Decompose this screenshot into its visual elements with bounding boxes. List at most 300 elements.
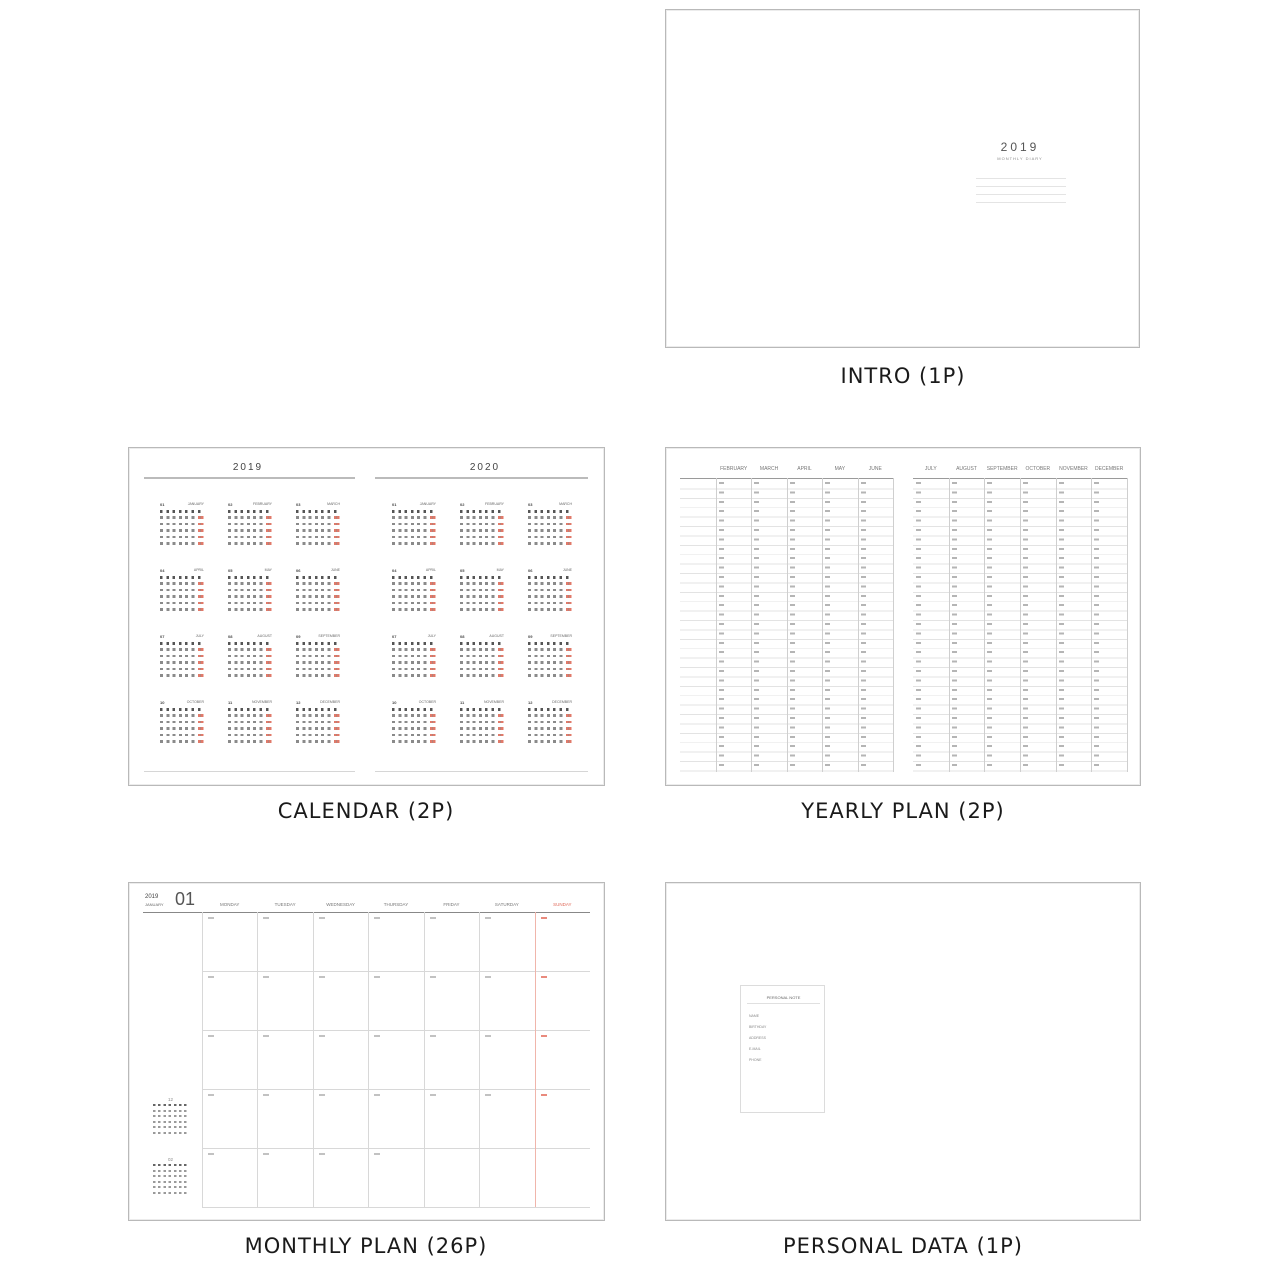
mini-month-name: MARCH (559, 502, 572, 506)
mini-month-week-row (528, 661, 572, 664)
mini-month-week-row (460, 542, 504, 545)
yearly-month-header: MARCH (759, 466, 779, 472)
mini-month-number: 12 (528, 700, 533, 705)
personal-note-rule (747, 1003, 820, 1004)
mini-month-number: 06 (296, 568, 301, 573)
mini-month-week-row (528, 721, 572, 724)
monthly-weekday-header: FRIDAY (443, 902, 460, 907)
mini-month-week-row (160, 542, 204, 545)
mini-month-week-row (392, 589, 436, 592)
mini-month-week-row (296, 674, 340, 677)
mini-month-week-row (392, 674, 436, 677)
calendar-rule (375, 771, 588, 772)
mini-month-week-row (228, 608, 272, 611)
monthly-day-marker (263, 1153, 269, 1155)
mini-month-weekdays (228, 576, 272, 579)
yearly-day-numbers (1023, 482, 1028, 768)
mini-month (296, 502, 340, 552)
mini-month-week-row (296, 582, 340, 585)
mini-month-week-row (528, 674, 572, 677)
mini-month-week-row (528, 714, 572, 717)
intro-year: 2019 (1000, 140, 1040, 154)
mini-month-week-row (228, 721, 272, 724)
yearly-month-header: MAY (834, 466, 846, 472)
monthly-day-marker (541, 1094, 547, 1096)
mini-month-week-row (528, 655, 572, 658)
mini-month-week-row (528, 529, 572, 532)
mini-month-week-row (228, 668, 272, 671)
mini-month-weekdays (392, 708, 436, 711)
mini-month-week-row (460, 523, 504, 526)
yearly-day-numbers (790, 482, 795, 768)
mini-month-name: MARCH (327, 502, 340, 506)
mini-month-week-row (160, 721, 204, 724)
yearly-column-line (1056, 478, 1057, 772)
mini-month-week-row (392, 529, 436, 532)
monthly-day-marker (319, 1035, 325, 1037)
mini-month (296, 634, 340, 684)
monthly-day-marker (374, 1035, 380, 1037)
mini-month-week-row (460, 529, 504, 532)
yearly-day-numbers (1059, 482, 1064, 768)
monthly-day-marker (208, 1094, 214, 1096)
yearly-day-numbers (861, 482, 866, 768)
mini-month-week-row (528, 668, 572, 671)
monthly-day-marker (430, 1094, 436, 1096)
intro-subtitle: MONTHLY DIARY (997, 156, 1043, 161)
mini-month-name: NOVEMBER (483, 700, 504, 704)
mini-month-number: 01 (160, 502, 165, 507)
mini-month-week-row (160, 674, 204, 677)
mini-month-weekdays (460, 510, 504, 513)
mini-month-week-row (160, 727, 204, 730)
mini-month-week-row (460, 721, 504, 724)
mini-month (296, 568, 340, 618)
mini-month-name: DECEMBER (552, 700, 572, 704)
mini-month-number: 09 (528, 634, 533, 639)
monthly-row-line (202, 1207, 590, 1208)
mini-month (228, 700, 272, 750)
mini-month-week-row (296, 529, 340, 532)
monthly-day-marker (430, 917, 436, 919)
mini-month-week-row (460, 608, 504, 611)
monthly-day-marker (485, 976, 491, 978)
mini-month-week-row (160, 734, 204, 737)
mini-month-week-row (228, 661, 272, 664)
monthly-day-marker (541, 1035, 547, 1037)
yearly-column-line (858, 478, 859, 772)
mini-month-week-row (296, 668, 340, 671)
mini-month-week-row (528, 608, 572, 611)
mini-calendar-row (153, 1132, 189, 1134)
yearly-month-header: OCTOBER (1025, 466, 1051, 472)
mini-month-number: 09 (296, 634, 301, 639)
monthly-month-name: JANUARY (145, 902, 164, 907)
mini-month-week-row (460, 727, 504, 730)
monthly-day-marker (541, 917, 547, 919)
monthly-day-marker (263, 917, 269, 919)
mini-month-weekdays (528, 510, 572, 513)
mini-month-number: 07 (392, 634, 397, 639)
mini-month-weekdays (296, 708, 340, 711)
mini-month-week-row (296, 721, 340, 724)
mini-month (528, 634, 572, 684)
mini-month-name: APRIL (193, 568, 204, 572)
calendar-rule (144, 771, 355, 772)
yearly-month-header: JUNE (868, 466, 882, 472)
calendar-rule (144, 477, 355, 479)
mini-month-name: OCTOBER (186, 700, 204, 704)
monthly-day-marker (319, 1094, 325, 1096)
mini-month-number: 02 (460, 502, 465, 507)
mini-month-name: SEPTEMBER (318, 634, 340, 638)
mini-month-number: 01 (392, 502, 397, 507)
mini-month-number: 12 (296, 700, 301, 705)
monthly-weekday-header: TUESDAY (274, 902, 296, 907)
monthly-weekday-header: WEDNESDAY (326, 902, 355, 907)
mini-calendar-row (153, 1175, 189, 1177)
mini-month-weekdays (296, 576, 340, 579)
yearly-column-line (984, 478, 985, 772)
mini-month-week-row (392, 582, 436, 585)
mini-calendar-row (153, 1181, 189, 1183)
mini-month-week-row (228, 595, 272, 598)
mini-month-week-row (460, 674, 504, 677)
monthly-weekday-header: SATURDAY (494, 902, 519, 907)
mini-month-weekdays (528, 708, 572, 711)
yearly-month-header: AUGUST (956, 466, 977, 472)
mini-month-week-row (296, 740, 340, 743)
mini-month-week-row (460, 648, 504, 651)
mini-month-week-row (528, 542, 572, 545)
mini-calendar-prev-label: 12 (168, 1097, 174, 1102)
mini-month-week-row (228, 714, 272, 717)
mini-month-week-row (528, 536, 572, 539)
mini-month-name: JULY (427, 634, 436, 638)
mini-month (460, 634, 504, 684)
mini-month (392, 634, 436, 684)
yearly-month-header: NOVEMBER (1059, 466, 1088, 472)
mini-month-week-row (392, 648, 436, 651)
mini-month-week-row (160, 714, 204, 717)
mini-month-week-row (460, 595, 504, 598)
mini-month-weekdays (392, 510, 436, 513)
mini-month-week-row (296, 655, 340, 658)
monthly-day-marker (319, 976, 325, 978)
yearly-column-line (787, 478, 788, 772)
yearly-month-header: SEPTEMBER (986, 466, 1018, 472)
mini-month-week-row (160, 655, 204, 658)
mini-month-week-row (528, 589, 572, 592)
monthly-weekday-header: SUNDAY (553, 902, 572, 907)
mini-month-name: JANUARY (419, 502, 436, 506)
mini-month (228, 502, 272, 552)
calendar-left-year: 2019 (232, 462, 264, 473)
mini-month (392, 700, 436, 750)
yearly-column-line (822, 478, 823, 772)
mini-month-number: 02 (228, 502, 233, 507)
intro-line (976, 178, 1066, 179)
monthly-row-line (202, 1148, 590, 1149)
mini-month-week-row (160, 668, 204, 671)
mini-month-week-row (460, 536, 504, 539)
yearly-day-numbers (952, 482, 957, 768)
intro-line (976, 186, 1066, 187)
monthly-column-line (479, 912, 480, 1207)
mini-month-week-row (460, 589, 504, 592)
mini-month-number: 06 (528, 568, 533, 573)
mini-month (296, 700, 340, 750)
mini-calendar-row (153, 1110, 189, 1112)
monthly-day-marker (485, 917, 491, 919)
mini-month-name: JANUARY (187, 502, 204, 506)
mini-month (160, 568, 204, 618)
mini-month-number: 05 (460, 568, 465, 573)
mini-month-week-row (460, 668, 504, 671)
mini-month (460, 700, 504, 750)
mini-month-weekdays (460, 642, 504, 645)
mini-month-name: NOVEMBER (251, 700, 272, 704)
mini-month-name: MAY (264, 568, 272, 572)
mini-month-week-row (392, 608, 436, 611)
mini-month (528, 502, 572, 552)
mini-month-week-row (160, 589, 204, 592)
mini-month (160, 634, 204, 684)
mini-month-week-row (296, 602, 340, 605)
mini-month-week-row (160, 595, 204, 598)
mini-month-name: OCTOBER (418, 700, 436, 704)
mini-month-week-row (392, 661, 436, 664)
mini-month (460, 568, 504, 618)
monthly-year: 2019 (145, 894, 159, 900)
mini-month-name: MAY (496, 568, 504, 572)
mini-month-name: FEBRUARY (253, 502, 272, 506)
mini-month-name: JUNE (330, 568, 340, 572)
yearly-month-header: DECEMBER (1094, 466, 1124, 472)
personal-field: E-MAIL (749, 1047, 761, 1051)
mini-month-week-row (392, 523, 436, 526)
mini-calendar-row (153, 1126, 189, 1128)
mini-month-number: 07 (160, 634, 165, 639)
mini-month-week-row (528, 582, 572, 585)
mini-month-number: 08 (460, 634, 465, 639)
mini-month-week-row (528, 727, 572, 730)
monthly-row-line (202, 1030, 590, 1031)
mini-month-weekdays (528, 642, 572, 645)
personal-field: NAME (749, 1014, 760, 1018)
yearly-column-line (949, 478, 950, 772)
mini-month-week-row (160, 536, 204, 539)
mini-month-weekdays (228, 708, 272, 711)
mini-month-weekdays (296, 510, 340, 513)
mini-month-week-row (392, 516, 436, 519)
mini-month (392, 502, 436, 552)
personal-note-title: PERSONAL NOTE (766, 995, 801, 1000)
mini-month-week-row (460, 516, 504, 519)
monthly-month-number: 01 (175, 889, 196, 909)
mini-month-week-row (296, 714, 340, 717)
monthly-day-marker (430, 1035, 436, 1037)
mini-month-week-row (392, 655, 436, 658)
monthly-column-line (313, 912, 314, 1207)
monthly-day-marker (485, 1035, 491, 1037)
mini-month-week-row (528, 648, 572, 651)
intro-page (665, 9, 1140, 348)
mini-month-week-row (228, 674, 272, 677)
mini-month-number: 04 (392, 568, 397, 573)
monthly-day-marker (263, 976, 269, 978)
mini-month-week-row (228, 589, 272, 592)
mini-month-number: 11 (228, 700, 233, 705)
mini-month-week-row (528, 602, 572, 605)
calendar-caption: CALENDAR (2P) (277, 799, 455, 823)
mini-month (160, 700, 204, 750)
mini-month-week-row (392, 740, 436, 743)
mini-month-week-row (296, 589, 340, 592)
monthly-day-marker (319, 917, 325, 919)
mini-month-name: AUGUST (257, 634, 272, 638)
mini-month-week-row (460, 714, 504, 717)
mini-month-weekdays (160, 576, 204, 579)
mini-month-number: 03 (528, 502, 533, 507)
mini-month (528, 568, 572, 618)
mini-calendar-next-label: 02 (168, 1157, 174, 1162)
mini-month-weekdays (392, 642, 436, 645)
mini-month-week-row (160, 648, 204, 651)
mini-month-week-row (160, 582, 204, 585)
intro-line (976, 194, 1066, 195)
mini-month-number: 04 (160, 568, 165, 573)
mini-month-name: FEBRUARY (485, 502, 504, 506)
mini-calendar-row (153, 1186, 189, 1188)
mini-month-week-row (392, 714, 436, 717)
yearly-day-numbers (719, 482, 724, 768)
mini-month-week-row (228, 523, 272, 526)
mini-month-week-row (528, 595, 572, 598)
mini-month-week-row (160, 516, 204, 519)
mini-month-week-row (228, 529, 272, 532)
monthly-column-line (368, 912, 369, 1207)
mini-month-name: AUGUST (489, 634, 504, 638)
mini-month-week-row (528, 740, 572, 743)
personal-field: PHONE (749, 1058, 762, 1062)
personal-field: ADDRESS (749, 1036, 766, 1040)
monthly-column-line (202, 912, 203, 1207)
mini-calendar-row (153, 1164, 189, 1166)
monthly-day-marker (319, 1153, 325, 1155)
yearly-month-header: JULY (924, 466, 937, 472)
mini-month-week-row (528, 516, 572, 519)
mini-month-week-row (228, 727, 272, 730)
yearly-day-numbers (754, 482, 759, 768)
personal-caption: PERSONAL DATA (1P) (782, 1234, 1024, 1258)
calendar-rule (375, 477, 588, 479)
mini-month-week-row (228, 734, 272, 737)
mini-month-week-row (460, 655, 504, 658)
mini-month-week-row (296, 661, 340, 664)
monthly-day-marker (374, 976, 380, 978)
monthly-day-marker (208, 1035, 214, 1037)
mini-month-week-row (160, 740, 204, 743)
intro-caption: INTRO (1P) (840, 364, 966, 388)
mini-month-week-row (460, 582, 504, 585)
mini-month-weekdays (528, 576, 572, 579)
calendar-right-year: 2020 (469, 462, 501, 473)
personal-field: BIRTHDAY (749, 1025, 767, 1029)
mini-month-week-row (460, 661, 504, 664)
mini-month (160, 502, 204, 552)
mini-month-week-row (228, 516, 272, 519)
mini-month-week-row (228, 648, 272, 651)
mini-month-number: 10 (392, 700, 397, 705)
yearly-column-line (1020, 478, 1021, 772)
mini-month-number: 05 (228, 568, 233, 573)
mini-month-week-row (392, 727, 436, 730)
monthly-day-marker (485, 1094, 491, 1096)
mini-calendar-row (153, 1192, 189, 1194)
mini-month-week-row (392, 668, 436, 671)
mini-month-week-row (296, 595, 340, 598)
yearly-day-numbers (987, 482, 992, 768)
intro-line (976, 202, 1066, 203)
monthly-day-marker (208, 976, 214, 978)
mini-month-week-row (460, 602, 504, 605)
yearly-day-numbers (916, 482, 921, 768)
personal-data-page (665, 882, 1141, 1221)
mini-month-weekdays (228, 510, 272, 513)
mini-calendar-row (153, 1170, 189, 1172)
mini-month-weekdays (460, 576, 504, 579)
monthly-day-marker (263, 1035, 269, 1037)
monthly-column-line (424, 912, 425, 1207)
mini-month-week-row (296, 734, 340, 737)
monthly-caption: MONTHLY PLAN (26P) (244, 1234, 488, 1258)
mini-month-week-row (296, 727, 340, 730)
yearly-month-header: FEBRUARY (720, 466, 748, 472)
mini-month-week-row (296, 608, 340, 611)
yearly-day-numbers (825, 482, 830, 768)
mini-month-number: 03 (296, 502, 301, 507)
monthly-day-marker (208, 1153, 214, 1155)
mini-month (228, 568, 272, 618)
mini-month-week-row (392, 595, 436, 598)
mini-month-weekdays (460, 708, 504, 711)
monthly-weekday-header: MONDAY (220, 902, 240, 907)
mini-month-week-row (296, 648, 340, 651)
monthly-day-marker (541, 976, 547, 978)
monthly-weekday-header: THURSDAY (383, 902, 409, 907)
mini-month-week-row (228, 740, 272, 743)
mini-month-week-row (160, 523, 204, 526)
yearly-day-numbers (1094, 482, 1099, 768)
monthly-plan-page (128, 882, 605, 1221)
mini-month-week-row (392, 734, 436, 737)
mini-month-week-row (392, 542, 436, 545)
mini-month-weekdays (392, 576, 436, 579)
mini-month-number: 10 (160, 700, 165, 705)
mini-month-name: SEPTEMBER (550, 634, 572, 638)
monthly-day-marker (208, 917, 214, 919)
mini-month-name: APRIL (425, 568, 436, 572)
mini-month-week-row (528, 523, 572, 526)
mini-month-week-row (228, 582, 272, 585)
mini-month-weekdays (296, 642, 340, 645)
mini-month-weekdays (160, 708, 204, 711)
mini-month-week-row (392, 536, 436, 539)
mini-month-week-row (296, 536, 340, 539)
monthly-day-marker (374, 1094, 380, 1096)
monthly-day-marker (374, 1153, 380, 1155)
